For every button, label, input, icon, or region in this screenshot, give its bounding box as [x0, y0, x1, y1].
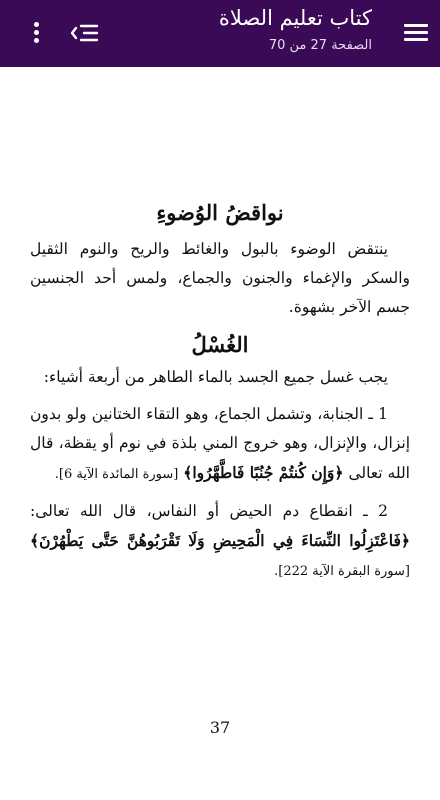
book-title: كتاب تعليم الصلاة: [218, 6, 372, 30]
book-page: [30, 200, 410, 586]
verse-reference-1: [سورة المائدة الآية 6].: [54, 467, 179, 482]
more-options-icon[interactable]: [26, 19, 46, 47]
item2-text: 2 ـ انقطاع دم الحيض أو النفاس، قال الله تعالى:: [30, 502, 388, 520]
item1-text: 1 ـ الجنابة، وتشمل الجماع، وهو التقاء الختانين ولو بدون إنزال، والإنزال، وهو خروج المني بلذة في نوم أو يقظة، قال الله تعالى: [30, 405, 410, 482]
app-bar: [0, 0, 440, 67]
quran-verse-1: ﴿وَإِن كُنتُمْ جُنُبًا فَاطَّهَّرُوا﴾: [183, 463, 344, 482]
paragraph-ghusl: يجب غسل جميع الجسد بالماء الطاهر من أربعة أشياء:: [43, 368, 388, 386]
menu-icon[interactable]: [402, 20, 430, 48]
quran-verse-2: ﴿فَاعْتَزِلُوا النِّسَاءَ فِي الْمَحِيضِ وَلَا تَقْرَبُوهُنَّ حَتَّى يَطْهُرْنَ﴾: [30, 531, 410, 550]
paragraph-wudu: ينتقض الوضوء بالبول والغائط والريح والنوم الثقيل والسكر والإغماء والجنون والجماع، ولمس أحد الجنسين جسم الآخر بشهوة.: [30, 240, 410, 316]
list-item-2: [30, 497, 410, 586]
heading-wudu-nullifiers: نواقضُ الوُضوءِ: [156, 200, 284, 225]
heading-ghusl: الغُسْلُ: [191, 332, 249, 357]
list-item-1: [30, 400, 410, 489]
table-of-contents-icon[interactable]: [70, 20, 100, 46]
verse-reference-2: [سورة البقرة الآية 222].: [274, 564, 410, 579]
page-number: 37: [209, 718, 231, 737]
page-indicator: الصفحة 27 من 70: [268, 38, 372, 53]
